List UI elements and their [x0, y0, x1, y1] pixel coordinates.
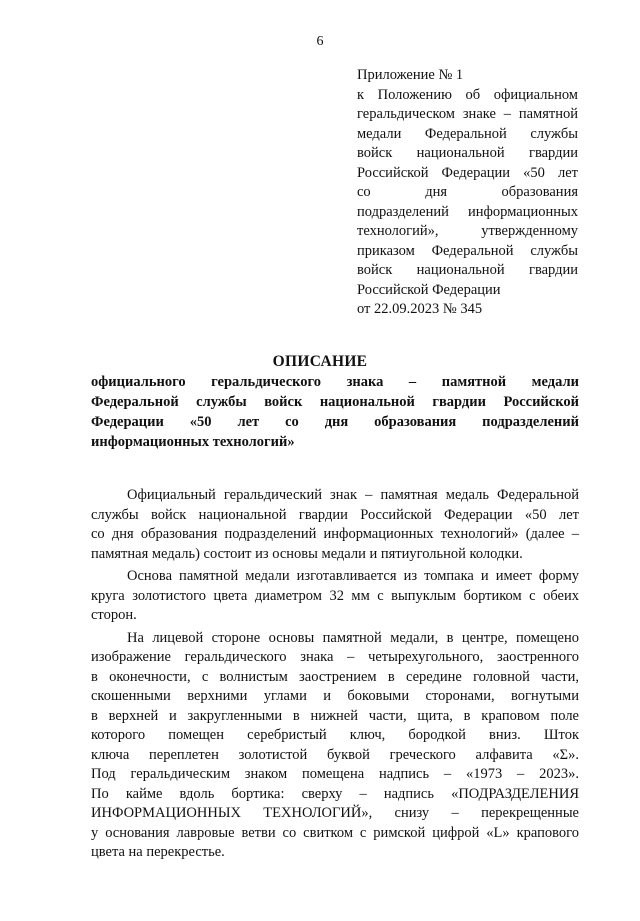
subtitle-line: информационных технологий» [91, 434, 295, 450]
paragraph-line: ИНФОРМАЦИОННЫХ ТЕХНОЛОГИЙ», снизу – перекрещенные [91, 805, 579, 821]
paragraph [91, 629, 579, 863]
page-number: 6 [316, 34, 324, 49]
subtitle-line: официального геральдического знака – памятной медали [91, 374, 579, 390]
paragraph-line: Официальный геральдический знак – памятная медаль Федеральной [127, 487, 579, 503]
paragraph-line: Основа памятной медали изготавливается из томпака и имеет форму [127, 568, 579, 584]
paragraph-line: в верхней и закругленными в нижней части, щита, в краповом поле [91, 707, 579, 724]
paragraph-line: службы войск национальной гвардии Российской Федерации «50 лет [91, 506, 579, 523]
subtitle-line: Федеральной службы войск национальной гвардии Российской [91, 394, 579, 410]
appendix-line: медали Федеральной службы [357, 125, 578, 142]
paragraph-line: которого помещен серебристый ключ, бородкой вниз. Шток [91, 727, 579, 743]
appendix-line: приказом Федеральной службы [357, 242, 578, 259]
appendix-line: технологий», утвержденному [357, 223, 578, 239]
appendix-line: от 22.09.2023 № 345 [357, 301, 483, 317]
paragraph-line: со дня образования подразделений информационных технологий» (далее – [91, 526, 579, 542]
appendix-line: подразделений информационных [357, 203, 578, 220]
paragraph-line: цвета на перекрестье. [91, 844, 225, 860]
paragraph-line: На лицевой стороне основы памятной медали, в центре, помещено [127, 629, 579, 646]
appendix-line: к Положению об официальном [357, 86, 578, 103]
appendix-line: Приложение № 1 [357, 67, 464, 83]
document-title: ОПИСАНИЕ [272, 353, 368, 370]
paragraph-line: скошенными верхними углами и боковыми сторонами, вогнутыми [91, 688, 579, 704]
paragraph-line: круга золотистого цвета диаметром 32 мм с выпуклым бортиком с обеих [91, 587, 579, 604]
paragraph [91, 567, 579, 626]
subtitle-line: Федерации «50 лет со дня образования подразделений [91, 414, 579, 430]
paragraph-line: у основания лавровые ветви со свитком с римской цифрой «L» крапового [91, 824, 579, 841]
paragraph-line: ключа переплетен золотистой буквой греческого алфавита «Σ». [91, 746, 579, 763]
appendix-line: Российской Федерации «50 лет [357, 164, 578, 181]
appendix-line: войск национальной гвардии [357, 145, 578, 161]
appendix-line: войск национальной гвардии [357, 262, 578, 278]
appendix-line: геральдическом знаке – памятной [357, 106, 578, 122]
paragraph [91, 486, 579, 564]
appendix-line: со дня образования [357, 184, 578, 200]
appendix-line: Российской Федерации [357, 281, 501, 298]
paragraph-line: По кайме вдоль бортика: сверху – надпись «ПОДРАЗДЕЛЕНИЯ [91, 785, 579, 802]
paragraph-line: изображение геральдического знака – четырехугольного, заостренного [91, 649, 579, 665]
paragraph-line: памятная медаль) состоит из основы медали и пятиугольной колодки. [91, 545, 523, 562]
paragraph-line: в оконечности, с волнистым заострением в середине головной части, [91, 668, 579, 685]
paragraph-line: сторон. [91, 607, 137, 623]
appendix-block [357, 66, 578, 320]
document-body [91, 486, 579, 866]
paragraph-line: Под геральдическим знаком помещена надпись – «1973 – 2023». [91, 766, 579, 782]
document-subtitle [91, 372, 579, 452]
